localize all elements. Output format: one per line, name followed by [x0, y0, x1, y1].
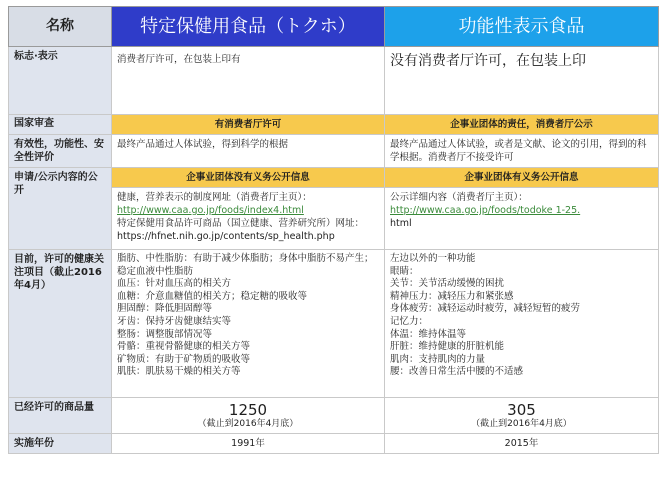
disclosure-kinou-band: 企事业团体有义务公开信息 — [385, 168, 659, 188]
row-disclosure-label: 申请/公示内容的公开 — [9, 168, 112, 250]
review-tokuho-band: 有消费者厅许可 — [112, 115, 385, 135]
claims-kinou-item: 关节：关节活动缓慢的困扰 — [390, 278, 505, 290]
claims-tokuho-item: 肌肤：肌肤易干燥的相关方等 — [117, 366, 241, 378]
claims-kinou-item: 眼睛： — [390, 265, 419, 277]
row-count-label: 已经许可的商品量 — [9, 398, 112, 434]
claims-tokuho-item: 血糖：介意血糖值的相关方；稳定糖的吸收等 — [117, 290, 308, 302]
claims-kinou-item: 精神压力：减轻压力和紧张感 — [390, 290, 514, 302]
row-year-label: 实施年份 — [9, 434, 112, 454]
disclosure-tokuho-detail — [112, 188, 385, 250]
labeling-tokuho-text: 消费者厅许可，在包装上印有 — [117, 54, 241, 65]
claims-kinou-item: 体温：维持体温等 — [390, 328, 467, 340]
claims-tokuho-item: 胆固醇：降低胆固醇等 — [117, 303, 213, 315]
header-functional-food: 功能性表示食品 — [385, 7, 659, 47]
claims-kinou-item: 肌肉：支持肌肉的力量 — [390, 353, 486, 365]
disclosure-tokuho-text1: 健康，营养表示的制度网址（消费者厅主页）： — [117, 192, 312, 203]
review-kinou-band: 企事业团体的责任，消费者厅公示 — [385, 115, 659, 135]
count-tokuho-note: （截止到2016年4月底） — [197, 419, 299, 429]
row-claims-label: 目前，许可的健康关注项目（截止2016年4月） — [9, 250, 112, 398]
row-review — [9, 115, 659, 135]
comparison-table — [8, 6, 659, 454]
disclosure-tokuho-text3: https://hfnet.nih.go.jp/contents/sp_health.php — [117, 231, 335, 242]
row-validity — [9, 135, 659, 168]
claims-kinou-item: 腰：改善日常生活中腰的不适感 — [390, 366, 524, 378]
claims-tokuho-item: 血压：针对血压高的相关方 — [117, 278, 232, 290]
year-tokuho: 1991年 — [112, 434, 385, 454]
count-kinou-note: （截止到2016年4月底） — [471, 419, 572, 429]
comparison-table-container — [8, 6, 658, 492]
validity-tokuho: 最终产品通过人体试验，得到科学的根据 — [112, 135, 385, 168]
claims-tokuho — [112, 250, 385, 398]
disclosure-kinou-text2: html — [390, 218, 412, 229]
count-kinou — [385, 398, 659, 434]
count-tokuho-value: 1250 — [228, 401, 268, 419]
row-claims — [9, 250, 659, 398]
header-tokuho: 特定保健用食品（トクホ） — [112, 7, 385, 47]
claims-tokuho-item: 骨骼：重视骨骼健康的相关方等 — [117, 341, 251, 353]
row-count — [9, 398, 659, 434]
row-review-label: 国家审查 — [9, 115, 112, 135]
labeling-kinou-text: 没有消费者厅许可，在包装上印 — [390, 53, 586, 69]
row-labeling-label: 标志·表示 — [9, 47, 112, 115]
row-year — [9, 434, 659, 454]
disclosure-tokuho-band: 企事业团体没有义务公开信息 — [112, 168, 385, 188]
claims-tokuho-item: 脂肪、中性脂肪：有助于减少体脂肪；身体中脂肪不易产生；稳定血液中性脂肪 — [117, 253, 374, 277]
header-row — [9, 7, 659, 47]
count-tokuho — [112, 398, 385, 434]
row-labeling-tokuho — [112, 47, 385, 115]
disclosure-kinou-detail — [385, 188, 659, 250]
row-disclosure-band — [9, 168, 659, 188]
disclosure-kinou-link[interactable]: http://www.caa.go.jp/foods/todoke 1-25. — [390, 205, 581, 216]
disclosure-tokuho-link[interactable]: http://www.caa.go.jp/foods/index4.html — [117, 205, 304, 216]
row-labeling — [9, 47, 659, 115]
claims-kinou-item: 记忆力： — [390, 315, 429, 327]
disclosure-kinou-text1: 公示详细内容（消费者厅主页）： — [390, 192, 528, 203]
claims-kinou — [385, 250, 659, 398]
claims-kinou-item: 肝脏：维持健康的肝脏机能 — [390, 341, 505, 353]
validity-kinou: 最终产品通过人体试验，或者是文献、论文的引用，得到的科学根据。消费者厅不接受许可 — [385, 135, 659, 168]
claims-tokuho-item: 牙齿：保持牙齿健康结实等 — [117, 315, 232, 327]
claims-tokuho-item: 矿物质：有助于矿物质的吸收等 — [117, 353, 251, 365]
header-name-label: 名称 — [9, 7, 112, 47]
disclosure-tokuho-text2: 特定保健用食品许可商品（国立健康、营养研究所）网址： — [117, 218, 365, 229]
year-kinou: 2015年 — [385, 434, 659, 454]
claims-kinou-item: 身体疲劳：减轻运动时疲劳，减轻短暂的疲劳 — [390, 303, 581, 315]
row-labeling-kinou — [385, 47, 659, 115]
row-validity-label: 有效性，功能性、安全性评价 — [9, 135, 112, 168]
count-kinou-value: 305 — [507, 401, 536, 419]
claims-kinou-item: 左边以外的一种功能 — [390, 253, 476, 264]
claims-tokuho-item: 整肠：调整腹部情况等 — [117, 328, 213, 340]
